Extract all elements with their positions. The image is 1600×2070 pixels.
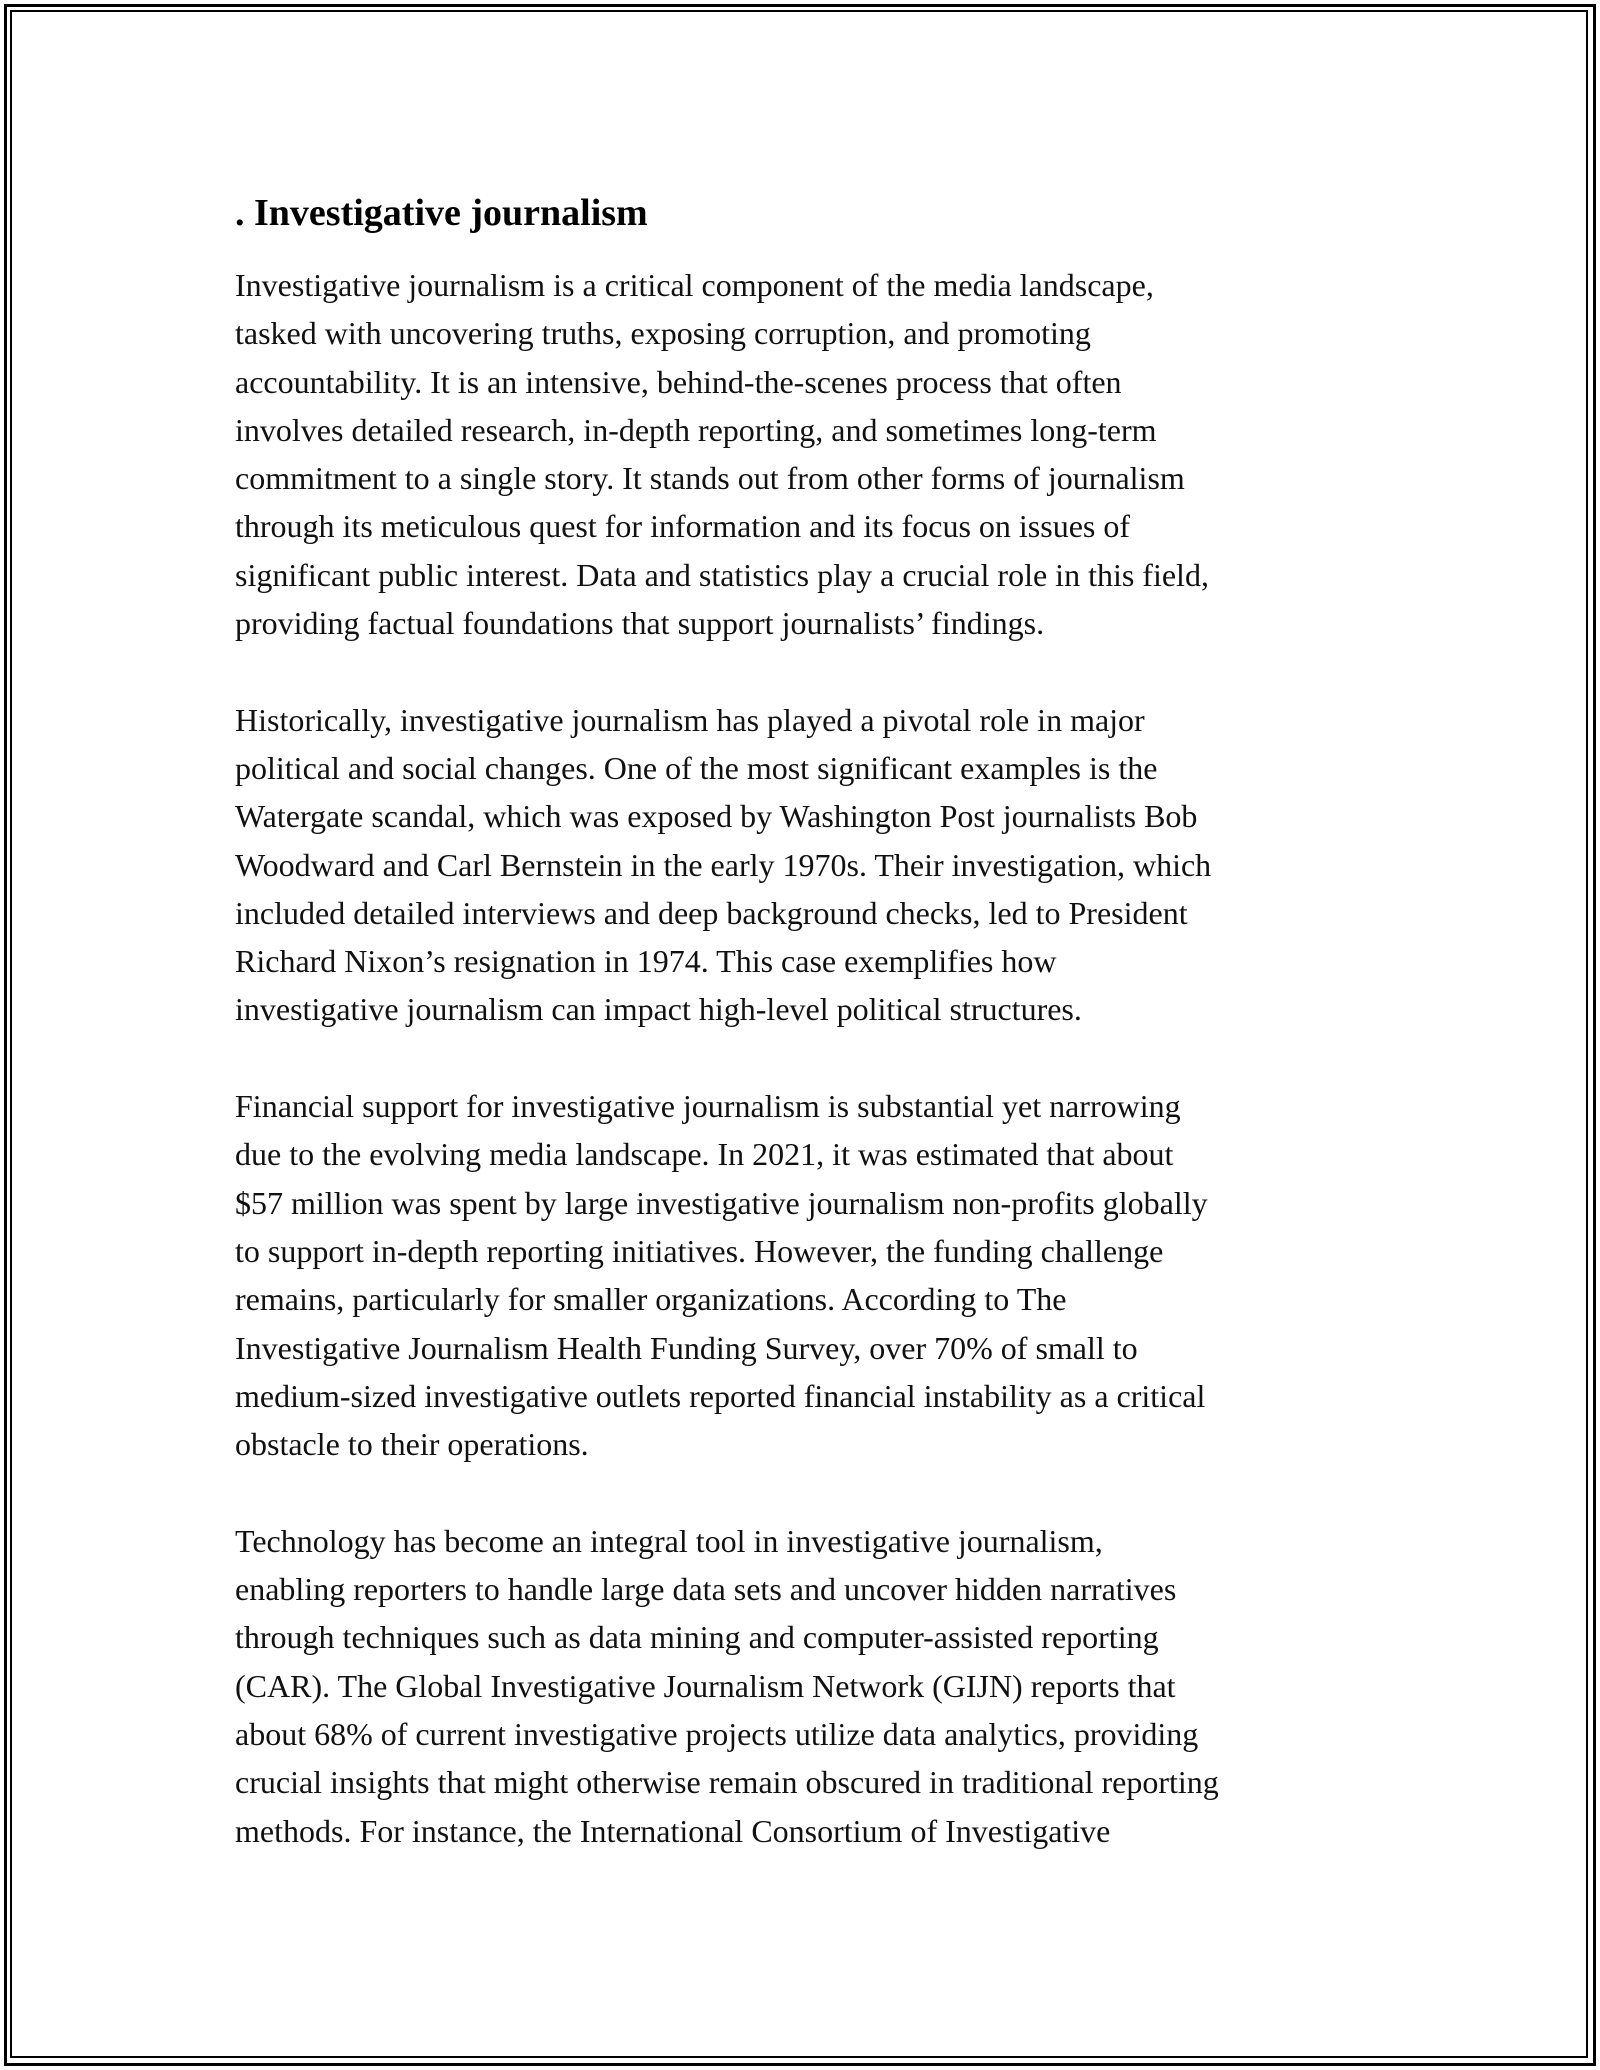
text-line: medium-sized investigative outlets reported financial instability as a critical (235, 1377, 1206, 1414)
text-line: through its meticulous quest for information and its focus on issues of (235, 508, 1130, 545)
text-line: Woodward and Carl Bernstein in the early 1970s. Their investigation, which (235, 846, 1212, 883)
text-line: involves detailed research, in-depth reporting, and sometimes long-term (235, 411, 1157, 448)
text-line: Technology has become an integral tool in investigative journalism, (235, 1522, 1103, 1559)
text-line: remains, particularly for smaller organizations. According to The (235, 1281, 1067, 1318)
text-line: crucial insights that might otherwise remain obscured in traditional reporting (235, 1764, 1219, 1801)
text-line: (CAR). The Global Investigative Journalism Network (GIJN) reports that (235, 1667, 1176, 1704)
text-line: obstacle to their operations. (235, 1426, 589, 1463)
text-line: Investigative journalism is a critical component of the media landscape, (235, 267, 1154, 303)
text-line: providing factual foundations that support journalists’ findings. (235, 605, 1045, 642)
text-line: political and social changes. One of the most significant examples is the (235, 749, 1158, 786)
text-line: Watergate scandal, which was exposed by Washington Post journalists Bob (235, 798, 1198, 835)
document-body (235, 188, 1380, 1903)
section-heading: . Investigative journalism (235, 192, 648, 234)
paragraph-intro (235, 261, 1380, 647)
text-line: to support in-depth reporting initiatives. However, the funding challenge (235, 1232, 1164, 1269)
paragraph-technology (235, 1517, 1380, 1855)
text-line: enabling reporters to handle large data sets and uncover hidden narratives (235, 1571, 1177, 1608)
text-line: about 68% of current investigative projects utilize data analytics, providing (235, 1715, 1199, 1752)
text-line: methods. For instance, the International Consortium of Investigative (235, 1812, 1111, 1849)
text-line: investigative journalism can impact high-level political structures. (235, 991, 1082, 1028)
text-line: commitment to a single story. It stands out from other forms of journalism (235, 460, 1185, 497)
text-line: significant public interest. Data and statistics play a crucial role in this field, (235, 556, 1209, 593)
paragraph-funding (235, 1082, 1380, 1468)
text-line: Historically, investigative journalism has played a pivotal role in major (235, 701, 1145, 738)
paragraph-history (235, 696, 1380, 1034)
text-line: through techniques such as data mining and computer-assisted reporting (235, 1619, 1159, 1656)
text-line: included detailed interviews and deep background checks, led to President (235, 894, 1188, 931)
text-line: due to the evolving media landscape. In 2021, it was estimated that about (235, 1136, 1174, 1173)
text-line: Financial support for investigative journalism is substantial yet narrowing (235, 1088, 1181, 1125)
text-line: tasked with uncovering truths, exposing corruption, and promoting (235, 315, 1091, 352)
text-line: accountability. It is an intensive, behind-the-scenes process that often (235, 363, 1122, 400)
text-line: Richard Nixon’s resignation in 1974. This case exemplifies how (235, 943, 1057, 980)
text-line: Investigative Journalism Health Funding Survey, over 70% of small to (235, 1329, 1138, 1366)
text-line: $57 million was spent by large investigative journalism non-profits globally (235, 1184, 1208, 1221)
